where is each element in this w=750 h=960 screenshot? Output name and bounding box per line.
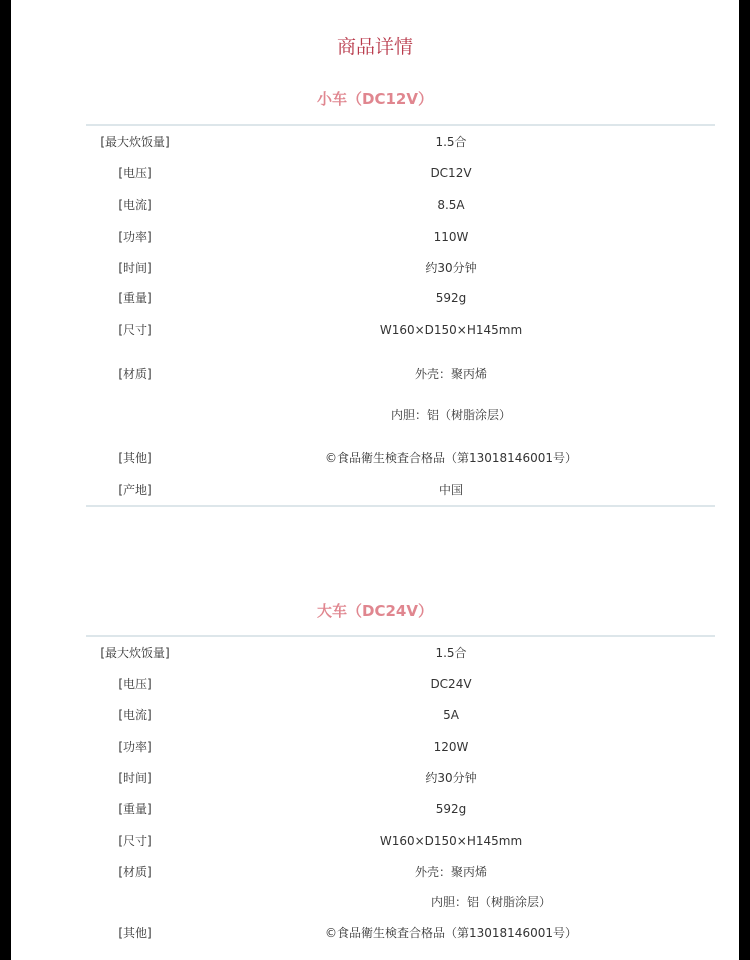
- spec-label: [最大炊饭量]: [100, 135, 170, 149]
- spec-row: [86, 799, 715, 819]
- spec-value: DC24V: [430, 677, 472, 691]
- spec-row: [86, 831, 715, 851]
- spec-row: [86, 258, 715, 278]
- spec-value: 1.5合: [435, 135, 467, 149]
- page-title: 商品详情: [336, 36, 413, 58]
- spec-label: [产地]: [118, 483, 152, 497]
- spec-value: 8.5A: [437, 198, 465, 212]
- spec-label: [其他]: [118, 926, 152, 940]
- spec-value: 约30分钟: [425, 261, 477, 275]
- spec-label: [尺寸]: [118, 323, 152, 337]
- spec-row: [86, 480, 715, 500]
- spec-value: 592g: [435, 291, 467, 305]
- spec-label: [电流]: [118, 708, 152, 722]
- spec-value: 内胆：铝（树脂涂层）: [430, 895, 551, 909]
- spec-label: [电压]: [118, 166, 152, 180]
- section-bottom-divider: [86, 505, 715, 507]
- spec-row: [86, 923, 715, 943]
- spec-value: 120W: [433, 740, 469, 754]
- spec-row: [86, 705, 715, 725]
- spec-label: [重量]: [118, 802, 152, 816]
- spec-label: [尺寸]: [118, 834, 152, 848]
- spec-label: [时间]: [118, 261, 152, 275]
- spec-label: [最大炊饭量]: [100, 646, 170, 660]
- section-top-divider: [86, 635, 715, 637]
- section-title-large-car: 大车（DC24V）: [317, 602, 433, 620]
- spec-row: [86, 862, 715, 882]
- spec-label: [材质]: [118, 367, 152, 381]
- spec-value: 外壳：聚丙烯: [414, 367, 487, 381]
- spec-row: [86, 320, 715, 340]
- product-detail-page: [11, 0, 739, 960]
- spec-value: 592g: [435, 802, 467, 816]
- spec-row: [86, 163, 715, 183]
- spec-value: 1.5合: [435, 646, 467, 660]
- spec-value: ©食品衛生検査合格品（第13018146001号）: [325, 926, 577, 940]
- spec-value: W160×D150×H145mm: [379, 834, 523, 848]
- spec-row: [86, 768, 715, 788]
- spec-row: [86, 195, 715, 215]
- spec-row: [86, 892, 715, 912]
- spec-row: [86, 674, 715, 694]
- section-title-small-car: 小车（DC12V）: [317, 90, 433, 108]
- spec-value: DC12V: [430, 166, 472, 180]
- spec-label: [时间]: [118, 771, 152, 785]
- spec-row: [86, 364, 715, 384]
- spec-label: [电流]: [118, 198, 152, 212]
- spec-row: [86, 288, 715, 308]
- spec-label: [其他]: [118, 451, 152, 465]
- spec-label: [电压]: [118, 677, 152, 691]
- spec-value: W160×D150×H145mm: [379, 323, 523, 337]
- spec-row: [86, 227, 715, 247]
- spec-value: 中国: [438, 483, 463, 497]
- spec-value: 5A: [443, 708, 459, 722]
- spec-row: [86, 448, 715, 468]
- spec-value: 外壳：聚丙烯: [414, 865, 487, 879]
- spec-value: 约30分钟: [425, 771, 477, 785]
- spec-row: [86, 737, 715, 757]
- spec-value: ©食品衛生検査合格品（第13018146001号）: [325, 451, 577, 465]
- spec-label: [重量]: [118, 291, 152, 305]
- spec-value: 内胆：铝（树脂涂层）: [390, 408, 511, 422]
- spec-label: [材质]: [118, 865, 152, 879]
- section-top-divider: [86, 124, 715, 126]
- spec-row: [86, 132, 715, 152]
- spec-label: [功率]: [118, 740, 152, 754]
- spec-row: [86, 405, 715, 425]
- spec-label: [功率]: [118, 230, 152, 244]
- spec-value: 110W: [433, 230, 469, 244]
- spec-row: [86, 643, 715, 663]
